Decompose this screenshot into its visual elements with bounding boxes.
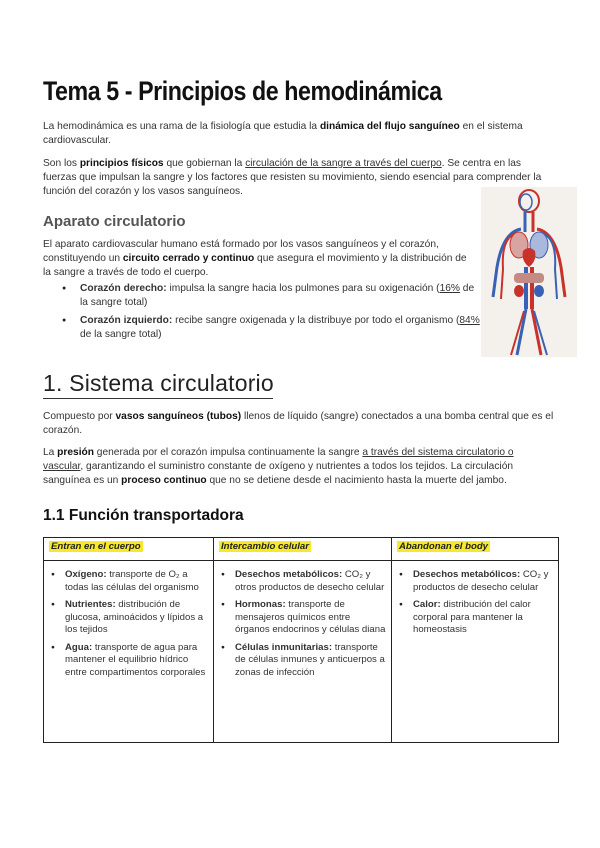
intro-paragraph-2: Son los principios físicos que gobiernan la circulación de la sangre a través del cuerpo. Se centra en las fuerzas que impulsan la sangre y los factores que resisten su movimiento, siendo esencial para comprender la función del corazón y los vasos sanguíneos. (43, 158, 542, 197)
intro-paragraph-1: La hemodinámica es una rama de la fisiología que estudia la dinámica del flujo sanguíneo en el sistema cardiovascular. (43, 121, 523, 146)
list-item: ● Corazón izquierdo: recibe sangre oxigenada y la distribuye por todo el organismo (84% de la sangre total) (62, 314, 482, 342)
list-item: ● Hormonas: transporte de mensajeros químicos entre órganos endocrinos y células diana (219, 599, 386, 637)
table-header: Intercambio celular (214, 538, 392, 561)
section-1-heading: 1. Sistema circulatorio (43, 370, 274, 396)
list-item: ● Oxígeno: transporte de O₂ a todas las células del organismo (49, 569, 208, 594)
list-item: ● Células inmunitarias: transporte de células inmunes y anticuerpos a zonas de infección (219, 642, 386, 680)
list-item: ● Calor: distribución del calor corporal para mantener la homeostasis (397, 599, 553, 637)
list-item: ● Nutrientes: distribución de glucosa, aminoácidos y lípidos a los tejidos (49, 599, 208, 637)
section-1-paragraph-1: Compuesto por vasos sanguíneos (tubos) llenos de líquido (sangre) conectados a una bomba central que es el corazón. (43, 411, 554, 436)
circulatory-diagram-icon (481, 187, 577, 357)
list-item: ● Desechos metabólicos: CO₂ y otros productos de desecho celular (219, 569, 386, 594)
aparato-list (62, 282, 482, 346)
list-item: ● Desechos metabólicos: CO₂ y productos de desecho celular (397, 569, 553, 594)
aparato-paragraph: El aparato cardiovascular humano está formado por los vasos sanguíneos y el corazón, constituyendo un circuito cerrado y continuo que asegura el movimiento y la distribución de la sangre a través de todo el cuerpo. (43, 239, 467, 278)
table-header: Entran en el cuerpo (44, 538, 214, 561)
transport-table (43, 537, 559, 743)
list-item: ● Agua: transporte de agua para mantener el equilibrio hídrico entre compartimentos corporales (49, 642, 208, 680)
page-title: Tema 5 - Principios de hemodinámica (43, 76, 442, 106)
list-item: ● Corazón derecho: impulsa la sangre hacia los pulmones para su oxigenación (16% de la sangre total) (62, 282, 482, 310)
table-header: Abandonan el body (392, 538, 559, 561)
table-cell (44, 561, 214, 743)
aparato-heading: Aparato circulatorio (43, 213, 186, 230)
section-1-underline (43, 398, 273, 399)
table-cell (392, 561, 559, 743)
section-1-paragraph-2: La presión generada por el corazón impulsa continuamente la sangre a través del sistema circulatorio o vascular, garantizando el suministro constante de oxígeno y nutrientes a todos los tejidos. La circulación sanguínea es un proceso continuo que no se detiene desde el nacimiento hasta la muerte del jambo. (43, 447, 514, 486)
table-cell (214, 561, 392, 743)
section-1-1-heading: 1.1 Función transportadora (43, 507, 244, 524)
